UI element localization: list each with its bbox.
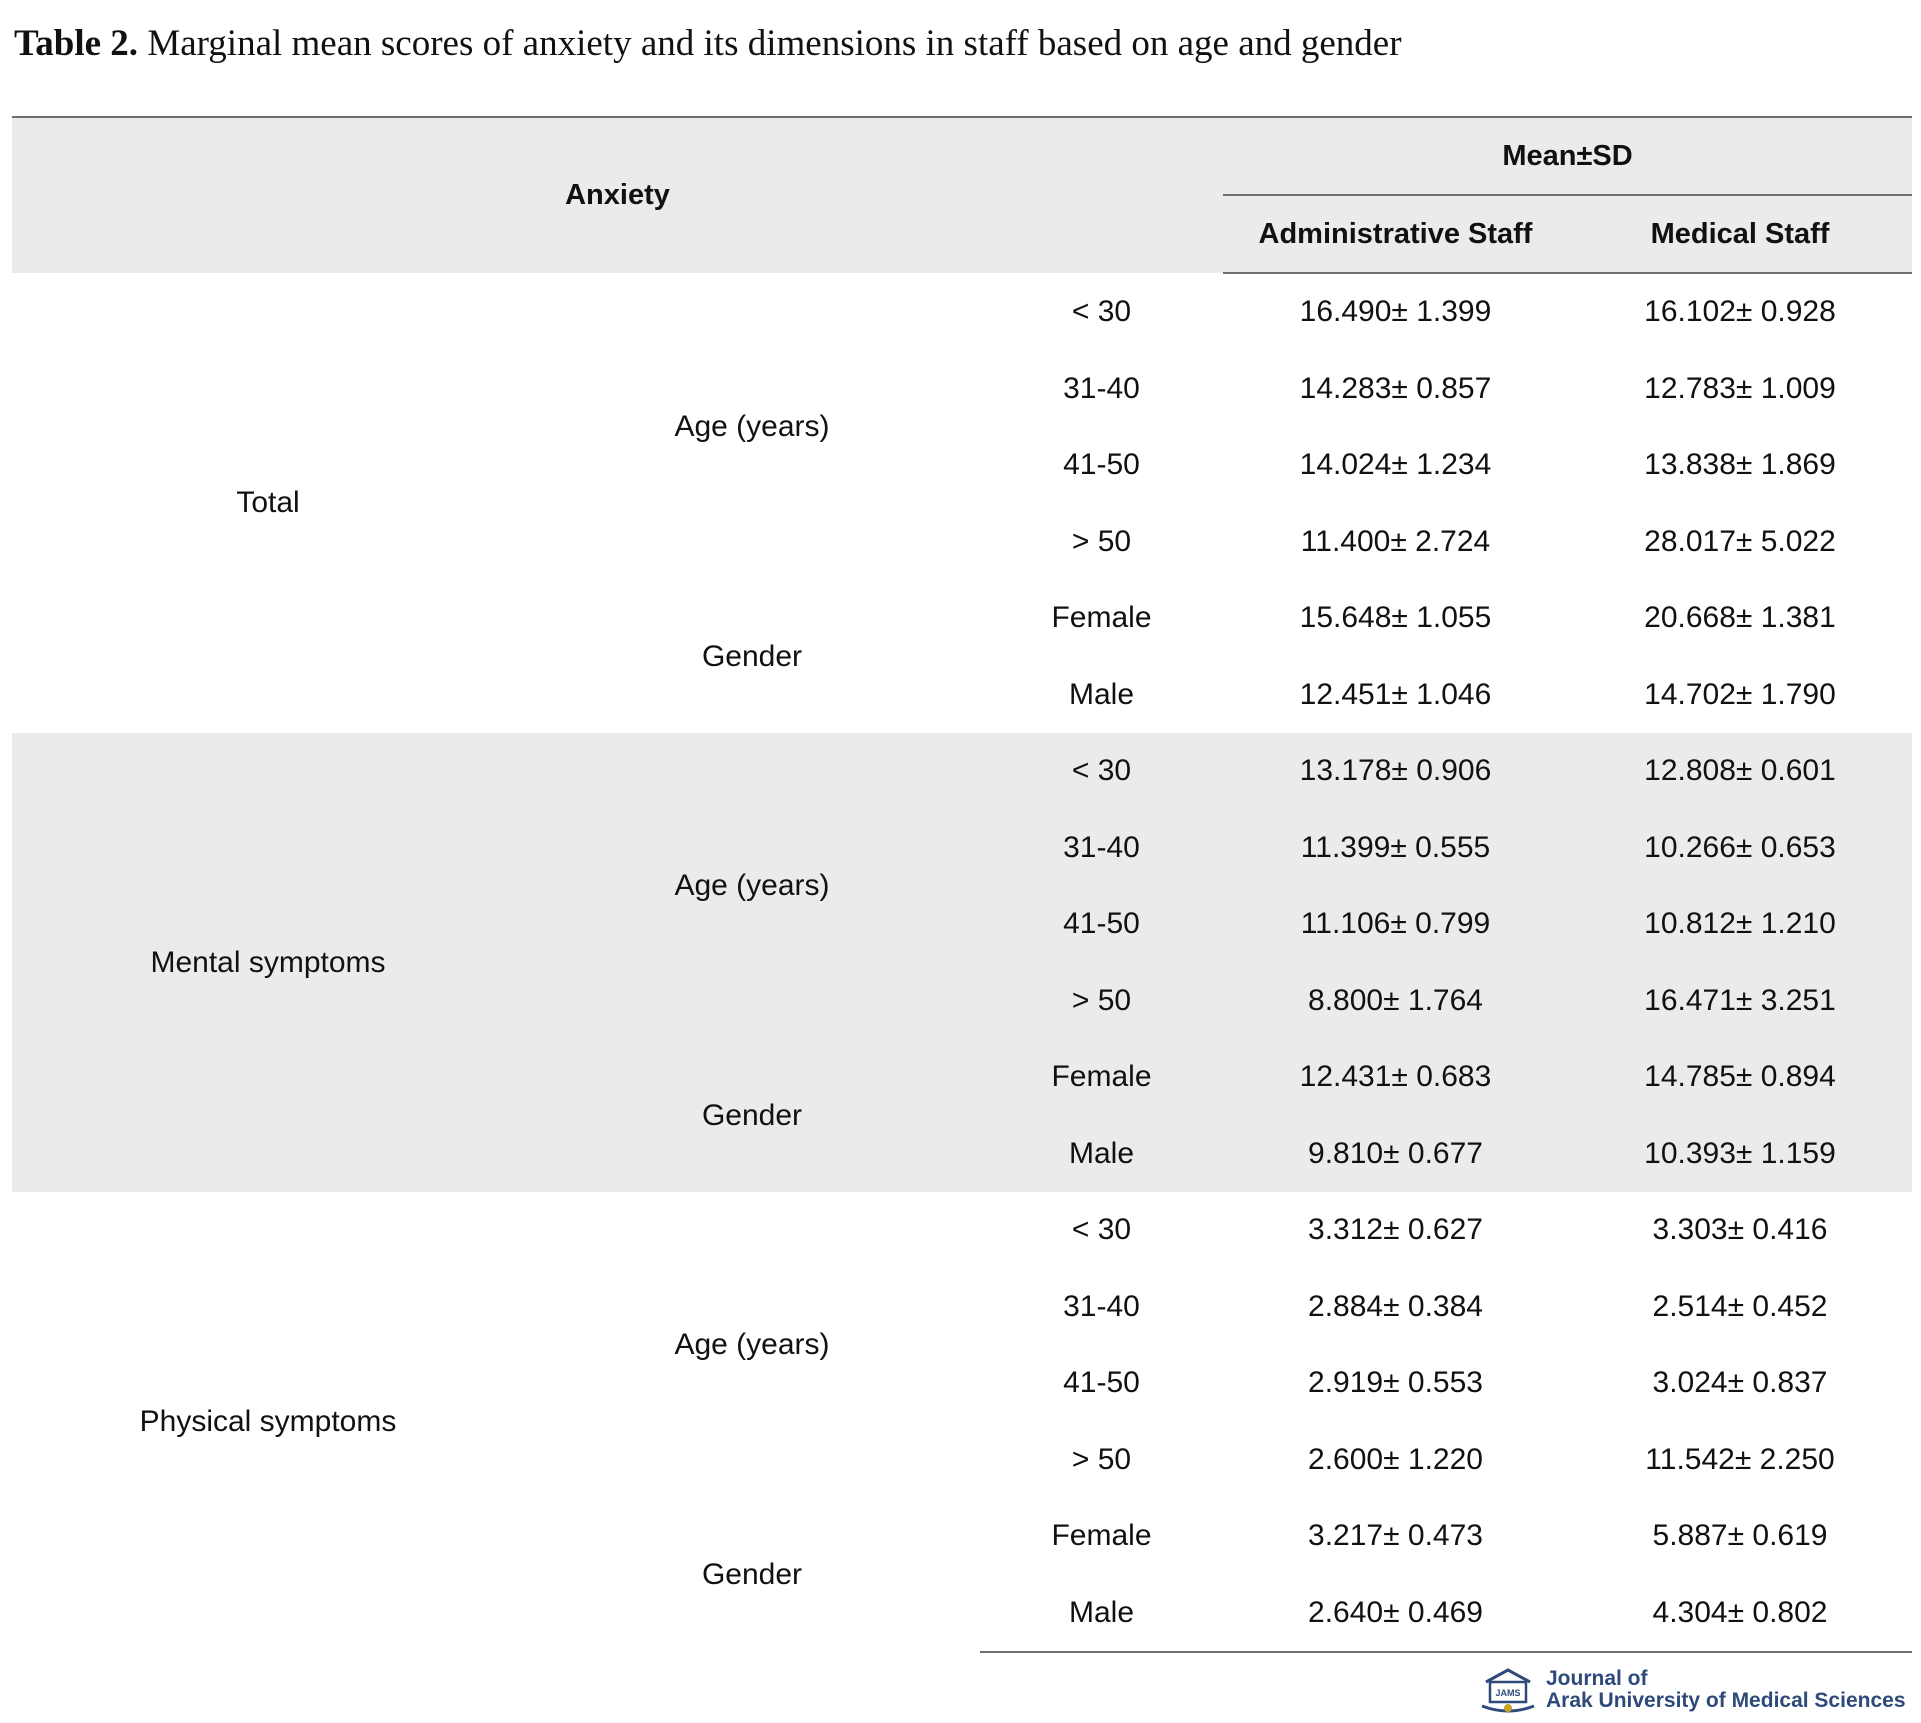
anxiety-table	[12, 116, 1912, 1653]
medical-value-cell: 14.785± 0.894	[1568, 1039, 1912, 1116]
admin-value-cell: 13.178± 0.906	[1223, 733, 1568, 810]
logo-line-1: Journal of	[1546, 1667, 1648, 1690]
table-row	[12, 733, 1912, 810]
table-header	[12, 117, 1912, 273]
medical-value-cell: 3.024± 0.837	[1652, 1366, 1828, 1400]
medical-value-cell: 12.808± 0.601	[1568, 733, 1912, 810]
medical-value-cell: 3.303± 0.416	[1652, 1213, 1828, 1247]
admin-value-cell: 8.800± 1.764	[1223, 963, 1568, 1040]
level-cell: 31-40	[1063, 1289, 1140, 1323]
block-label: Age (years)	[674, 409, 830, 443]
admin-value-cell: 2.600± 1.220	[1308, 1442, 1483, 1476]
medical-value-cell: 11.542± 2.250	[1645, 1442, 1835, 1476]
level-cell: 41-50	[1063, 1366, 1140, 1400]
admin-value-cell: 3.312± 0.627	[1308, 1213, 1483, 1247]
level-cell: Female	[1051, 601, 1152, 635]
logo-line-2: Arak University of Medical Sciences	[1546, 1689, 1906, 1712]
medical-value-cell: 5.887± 0.619	[1652, 1519, 1828, 1553]
table-caption	[14, 22, 1402, 65]
header-administrative-staff: Administrative Staff	[1223, 195, 1568, 273]
block-label: Gender	[701, 639, 803, 673]
medical-value-cell: 4.304± 0.802	[1568, 1575, 1912, 1653]
medical-value-cell: 10.266± 0.653	[1568, 810, 1912, 887]
admin-value-cell: 12.431± 0.683	[1223, 1039, 1568, 1116]
admin-value-cell: 14.283± 0.857	[1299, 371, 1492, 405]
medical-value-cell: 20.668± 1.381	[1644, 601, 1836, 635]
admin-value-cell: 12.451± 1.046	[1299, 677, 1492, 711]
block-label: Age (years)	[674, 1328, 830, 1361]
medical-value-cell: 12.783± 1.009	[1644, 371, 1836, 405]
medical-value-cell: 16.471± 3.251	[1568, 963, 1912, 1040]
group-label: Mental symptoms	[12, 733, 524, 1192]
admin-value-cell: 2.884± 0.384	[1308, 1289, 1483, 1323]
header-anxiety: Anxiety	[12, 117, 1223, 273]
level-cell: 41-50	[1063, 448, 1140, 482]
level-cell: Male	[980, 1575, 1223, 1653]
level-cell: > 50	[980, 963, 1223, 1040]
admin-value-cell: 14.024± 1.234	[1299, 448, 1492, 482]
group-label: Total	[236, 486, 300, 519]
header-mean-sd: Mean±SD	[1223, 117, 1912, 195]
table-row	[12, 273, 1912, 351]
admin-value-cell: 2.919± 0.553	[1308, 1366, 1483, 1400]
admin-value-cell: 9.810± 0.677	[1223, 1116, 1568, 1193]
medical-value-cell: 14.702± 1.790	[1644, 677, 1836, 711]
level-cell: < 30	[1071, 294, 1132, 328]
table-row	[12, 1192, 1912, 1269]
medical-value-cell: 10.812± 1.210	[1568, 886, 1912, 963]
block-label: Gender	[524, 1039, 980, 1192]
journal-logo	[1478, 1664, 1906, 1716]
level-cell: 31-40	[1063, 371, 1140, 405]
header-medical-staff: Medical Staff	[1568, 195, 1912, 273]
level-cell: > 50	[1071, 524, 1132, 558]
medical-value-cell: 2.514± 0.452	[1652, 1289, 1828, 1323]
medical-value-cell: 28.017± 5.022	[1644, 524, 1836, 558]
group-total	[12, 273, 1912, 733]
level-cell: < 30	[1071, 1213, 1132, 1247]
admin-value-cell: 11.399± 0.555	[1223, 810, 1568, 887]
table-title: Marginal mean scores of anxiety and its dimensions in staff based on age and gender	[147, 23, 1402, 64]
block-label: Age (years)	[524, 733, 980, 1039]
admin-value-cell: 11.106± 0.799	[1223, 886, 1568, 963]
level-cell: < 30	[980, 733, 1223, 810]
block-label: Gender	[701, 1558, 803, 1591]
group-label: Physical symptoms	[139, 1405, 397, 1438]
admin-value-cell: 11.400± 2.724	[1300, 524, 1491, 558]
level-cell: Female	[1051, 1519, 1152, 1553]
medical-value-cell: 13.838± 1.869	[1644, 448, 1836, 482]
level-cell: Male	[980, 1116, 1223, 1193]
admin-value-cell: 16.490± 1.399	[1299, 295, 1492, 329]
group-physical-symptoms	[12, 1192, 1912, 1652]
level-cell: 31-40	[980, 810, 1223, 887]
admin-value-cell: 2.640± 0.469	[1223, 1575, 1568, 1653]
level-cell: Male	[1068, 677, 1135, 711]
admin-value-cell: 15.648± 1.055	[1299, 601, 1492, 635]
group-mental-symptoms	[12, 733, 1912, 1192]
medical-value-cell: 10.393± 1.159	[1568, 1116, 1912, 1193]
level-cell: 41-50	[980, 886, 1223, 963]
journal-seal-icon	[1478, 1664, 1538, 1716]
level-cell: > 50	[1071, 1442, 1132, 1476]
medical-value-cell: 16.102± 0.928	[1644, 295, 1836, 329]
seal-text: JAMS	[1495, 1688, 1521, 1698]
admin-value-cell: 3.217± 0.473	[1308, 1519, 1483, 1553]
table-label: Table 2.	[14, 23, 139, 64]
level-cell: Female	[980, 1039, 1223, 1116]
